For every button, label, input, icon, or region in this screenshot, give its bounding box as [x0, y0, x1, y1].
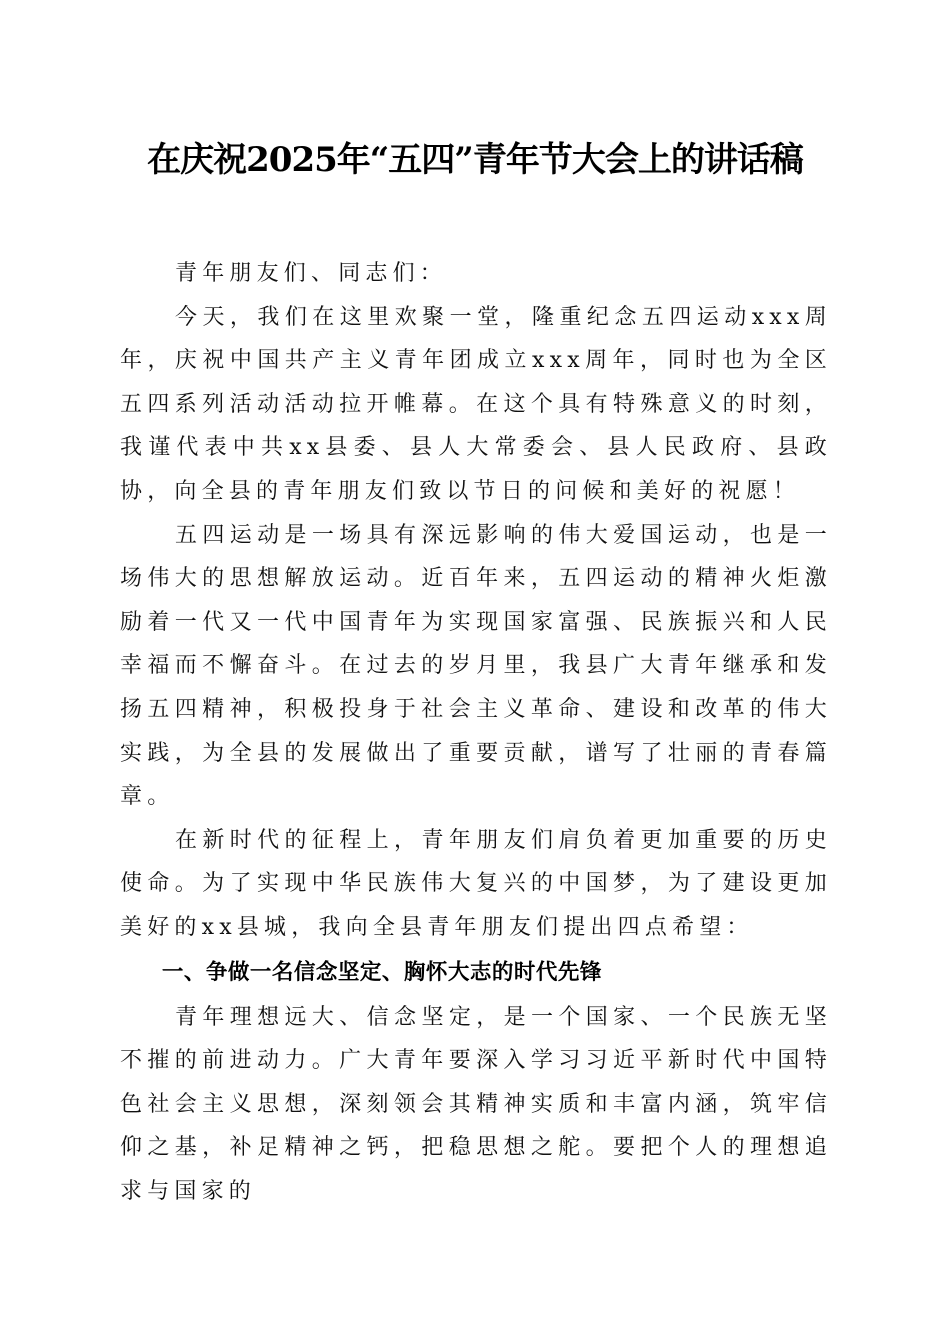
paragraph-may-fourth: 五四运动是一场具有深远影响的伟大爱国运动，也是一场伟大的思想解放运动。近百年来，五四运动的精神火炬激励着一代又一代中国青年为实现国家富强、民族振兴和人民幸福而不懈奋斗。在过去的岁月里，我县广大青年继承和发扬五四精神，积极投身于社会主义革命、建设和改革的伟大实践，为全县的发展做出了重要贡献，谱写了壮丽的青春篇章。 [120, 522, 832, 810]
paragraph-opening: 今天，我们在这里欢聚一堂，隆重纪念五四运动xxx周年，庆祝中国共产主义青年团成立xxx周年，同时也为全区五四系列活动活动拉开帷幕。在这个具有特殊意义的时刻，我谨代表中共xx县委、县人大常委会、县人民政府、县政协，向全县的青年朋友们致以节日的问候和美好的祝愿！ [120, 304, 832, 504]
greeting: 青年朋友们、同志们： [175, 261, 448, 286]
document-body [120, 252, 832, 1213]
document-title: 在庆祝2025年“五四”青年节大会上的讲话稿 [147, 140, 803, 180]
section-1-paragraph: 青年理想远大、信念坚定，是一个国家、一个民族无坚不摧的前进动力。广大青年要深入学习习近平新时代中国特色社会主义思想，深刻领会其精神实质和丰富内涵，筑牢信仰之基，补足精神之钙，把稳思想之舵。要把个人的理想追求与国家的 [120, 1004, 832, 1204]
paragraph-new-era: 在新时代的征程上，青年朋友们肩负着更加重要的历史使命。为了实现中华民族伟大复兴的中国梦，为了建设更加美好的xx县城，我向全县青年朋友们提出四点希望： [120, 827, 832, 940]
section-heading-1: 一、争做一名信念坚定、胸怀大志的时代先锋 [161, 959, 602, 985]
